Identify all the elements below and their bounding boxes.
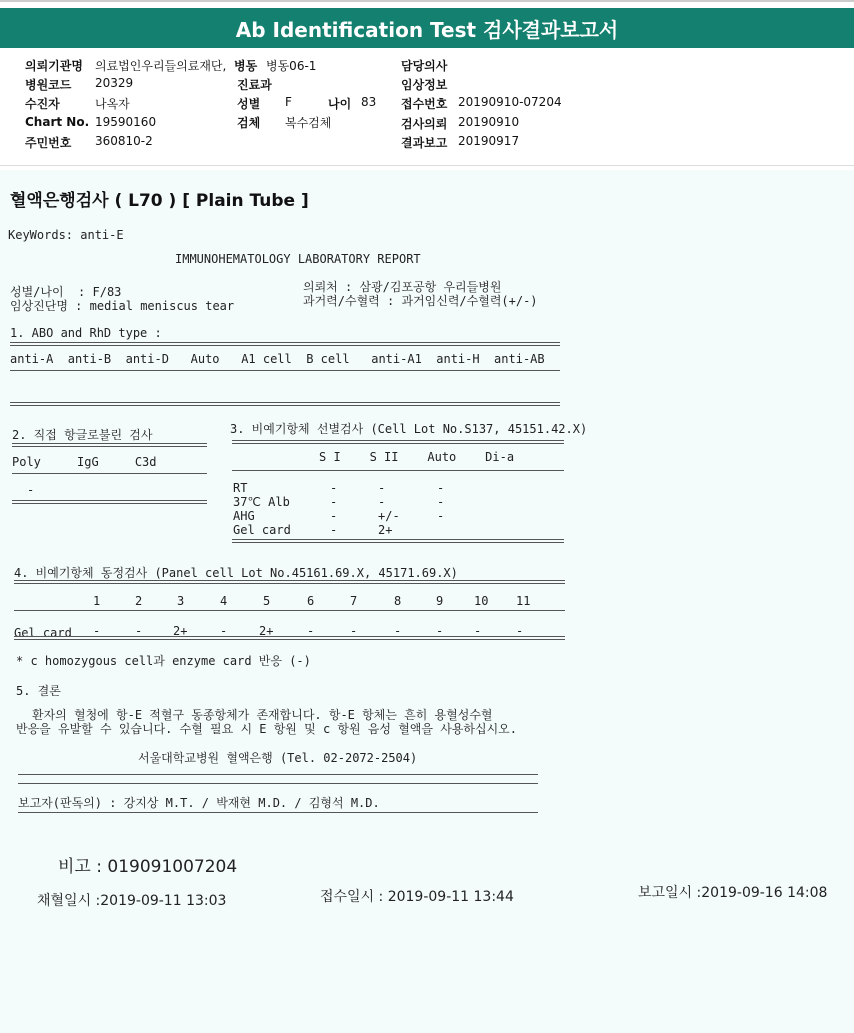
divider: [10, 342, 560, 346]
screen-title: 3. 비예기항체 선별검사 (Cell Lot No.S137, 45151.42.X): [230, 422, 588, 436]
panel-cell-value: -: [394, 624, 402, 638]
remark: 비고 : 019091007204: [58, 857, 238, 877]
panel-cell-number: 10: [474, 594, 489, 608]
screen-row-label: Gel card: [233, 523, 291, 537]
sex-value: F: [285, 95, 292, 109]
conclusion-line-2: 반응을 유발할 수 있습니다. 수혈 필요 시 E 항원 및 c 항원 음성 혈액을 사용하십시오.: [16, 722, 517, 736]
panel-cell-value: -: [436, 624, 444, 638]
divider: [10, 370, 560, 371]
rrn-label: 주민번호: [25, 136, 72, 150]
ward-label: 병동: [234, 59, 258, 73]
panel-cell-value: 2+: [259, 624, 274, 638]
org-value: 의료법인우리들의료재단,: [95, 59, 227, 73]
abo-title: 1. ABO and RhD type :: [10, 326, 162, 340]
report-title-bar: [0, 8, 854, 48]
request-label: 검사의뢰: [401, 117, 448, 131]
panel-cell-value: -: [93, 624, 101, 638]
panel-cell-value: -: [350, 624, 358, 638]
panel-cell-number: 2: [135, 594, 143, 608]
report-title: Ab Identification Test 검사결과보고서: [235, 17, 619, 42]
received-time: 접수일시 : 2019-09-11 13:44: [320, 889, 514, 905]
reported-time: 보고일시 :2019-09-16 14:08: [638, 885, 828, 901]
screen-cell: -: [437, 495, 445, 509]
divider: [18, 812, 538, 813]
divider: [14, 580, 565, 584]
panel-cell-number: 3: [177, 594, 185, 608]
panel-cell-value: -: [516, 624, 524, 638]
report-date-value: 20190917: [458, 134, 520, 148]
doctor-label: 담당의사: [401, 59, 448, 73]
panel-cell-number: 11: [516, 594, 531, 608]
panel-row-label: Gel card: [14, 626, 72, 640]
specimen-value: 복수검체: [285, 116, 332, 130]
panel-cell-number: 1: [93, 594, 101, 608]
keywords: KeyWords: anti-E: [8, 228, 124, 242]
abo-headers: anti-A anti-B anti-D Auto A1 cell B cell anti-A1 anti-H anti-AB: [10, 352, 545, 366]
panel-title: 4. 비예기항체 동정검사 (Panel cell Lot No.45161.69.X, 45171.69.X): [14, 566, 458, 580]
screen-cell: -: [378, 495, 386, 509]
specimen-label: 검체: [237, 116, 261, 130]
panel-note: * c homozygous cell과 enzyme card 반응 (-): [16, 654, 311, 668]
screen-cell: +/-: [378, 509, 400, 523]
sex-age-line: 성별/나이 : F/83: [10, 285, 122, 299]
top-border: [0, 0, 854, 2]
screen-cell: -: [330, 495, 338, 509]
receipt-label: 접수번호: [401, 97, 448, 111]
patient-value: 나옥자: [95, 97, 130, 111]
screen-cell: -: [437, 509, 445, 523]
collected-time: 채혈일시 :2019-09-11 13:03: [37, 893, 227, 909]
screen-cell: -: [330, 523, 338, 537]
panel-cell-number: 9: [436, 594, 444, 608]
lab-report-title: IMMUNOHEMATOLOGY LABORATORY REPORT: [175, 252, 421, 266]
blood-bank-contact: 서울대학교병원 혈액은행 (Tel. 02-2072-2504): [138, 751, 418, 765]
divider: [232, 539, 564, 543]
patient-info-panel: [0, 48, 854, 166]
report-body: [0, 170, 854, 1033]
ward-value: 병동06-1: [266, 59, 317, 73]
hospcode-value: 20329: [95, 76, 134, 90]
chart-label: Chart No.: [25, 115, 90, 129]
divider: [12, 500, 207, 504]
divider: [18, 783, 538, 784]
report-date-label: 결과보고: [401, 136, 448, 150]
panel-cell-number: 4: [220, 594, 228, 608]
conclusion-line-1: 환자의 혈청에 항-E 적혈구 동종항체가 존재합니다. 항-E 항체는 흔히 용혈성수혈: [32, 708, 493, 722]
conclusion-title: 5. 결론: [16, 684, 61, 698]
screen-cell: -: [330, 481, 338, 495]
divider: [10, 402, 560, 406]
divider: [18, 774, 538, 775]
screen-row-label: 37℃ Alb: [233, 495, 290, 509]
panel-cell-number: 8: [394, 594, 402, 608]
divider: [14, 636, 565, 640]
panel-cell-value: -: [220, 624, 228, 638]
dct-value: -: [27, 483, 35, 497]
section-title: 혈액은행검사 ( L70 ) [ Plain Tube ]: [10, 191, 309, 211]
rrn-value: 360810-2: [95, 134, 153, 148]
panel-cell-number: 6: [307, 594, 315, 608]
divider: [12, 443, 207, 447]
panel-cell-value: 2+: [173, 624, 188, 638]
hospcode-label: 병원코드: [25, 78, 72, 92]
screen-cell: -: [378, 481, 386, 495]
sex-label: 성별: [237, 97, 261, 111]
dct-title: 2. 직접 항글로불린 검사: [12, 428, 153, 442]
screen-cell: -: [330, 509, 338, 523]
panel-cell-value: -: [474, 624, 482, 638]
panel-cell-value: -: [135, 624, 143, 638]
panel-cell-number: 7: [350, 594, 358, 608]
diagnosis-line: 임상진단명 : medial meniscus tear: [10, 299, 235, 313]
receipt-value: 20190910-07204: [458, 95, 562, 109]
divider: [12, 473, 207, 474]
org-label: 의뢰기관명: [25, 59, 83, 73]
divider: [232, 470, 564, 471]
screen-headers: S I S II Auto Di-a: [319, 450, 515, 464]
patient-label: 수진자: [25, 97, 60, 111]
history-line: 과거력/수혈력 : 과거임신력/수혈력(+/-): [303, 294, 538, 308]
screen-cell: 2+: [378, 523, 393, 537]
requester-line: 의뢰처 : 삼광/김포공항 우리들병원: [303, 280, 502, 294]
age-label: 나이: [328, 97, 352, 111]
divider: [14, 610, 565, 611]
age-value: 83: [361, 95, 377, 109]
screen-row-label: AHG: [233, 509, 255, 523]
panel-cell-value: -: [307, 624, 315, 638]
dct-headers: Poly IgG C3d: [12, 455, 157, 469]
dept-label: 진료과: [237, 78, 272, 92]
screen-cell: -: [437, 481, 445, 495]
divider: [232, 440, 564, 444]
clinical-label: 임상정보: [401, 78, 448, 92]
chart-value: 19590160: [95, 115, 157, 129]
panel-cell-number: 5: [263, 594, 271, 608]
request-value: 20190910: [458, 115, 520, 129]
reporters: 보고자(판독의) : 강지상 M.T. / 박재현 M.D. / 김형석 M.D.: [18, 796, 380, 810]
screen-row-label: RT: [233, 481, 248, 495]
